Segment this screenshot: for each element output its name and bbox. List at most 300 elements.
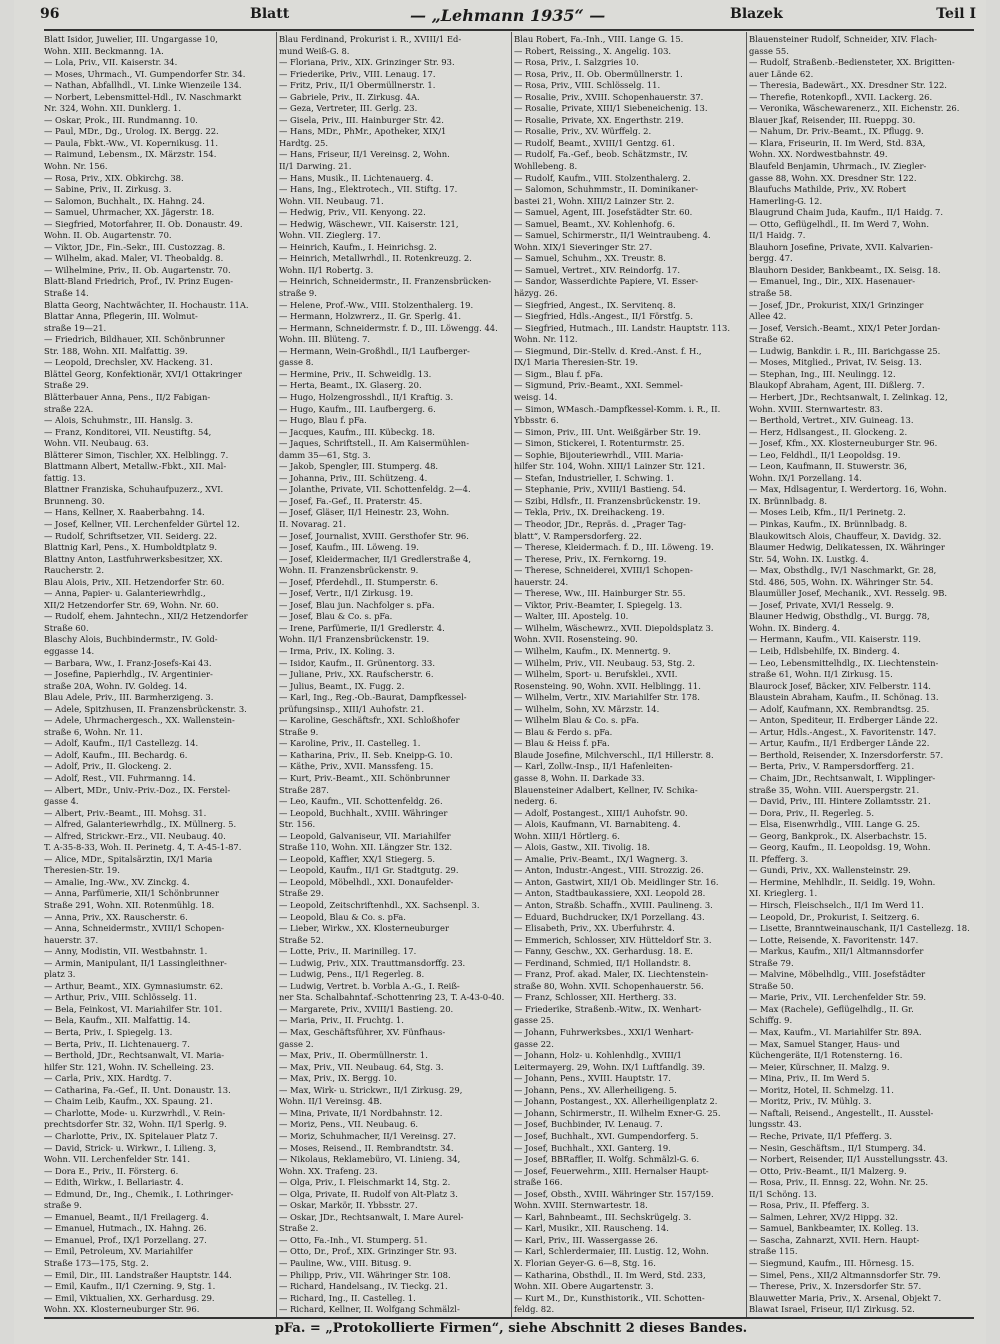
directory-entry: Blaufuchs Mathilde, Priv., XV. Robert <box>749 184 907 195</box>
directory-entry: — Leopold, Galvaniseur, VII. Mariahilfer <box>279 830 451 841</box>
directory-entry: prechtsdorfer Str. 32, Wohn. II/1 Sperlg. 9. <box>44 1119 227 1130</box>
directory-entry: — Alois, Kaufmann, VI. Barnabiteng. 4. <box>514 819 681 830</box>
directory-entry: II. Novarag. 21. <box>279 518 347 529</box>
directory-entry: straße 20A, Wohn. IV. Goldeg. 14. <box>44 680 188 691</box>
directory-entry: — Georg, Bankprok., IX. Alserbachstr. 15. <box>749 830 927 841</box>
directory-entry: mund Weiß-G. 8. <box>279 45 350 56</box>
directory-entry: — Hermann, Schneidermstr. f. D., III. Löwengg. 44. <box>279 322 498 333</box>
directory-entry: — Simon, Stickerei, I. Rotenturmstr. 25. <box>514 438 685 449</box>
directory-entry: — Berta, Priv., I. Spiegelg. 13. <box>44 1027 173 1038</box>
directory-entry: — Rosalie, Private, XX. Engerthstr. 219. <box>514 114 684 125</box>
directory-entry: — Therese, Schneiderei, XVIII/1 Schopen- <box>514 565 693 576</box>
directory-entry: — Lisette, Branntweinauschank, II/1 Castellezg. 18. <box>749 923 970 934</box>
directory-entry: — Richard, Handelsang., IV. Tieckg. 21. <box>279 1281 448 1292</box>
directory-entry: — Hermine, Priv., II. Schweidlg. 13. <box>279 368 432 379</box>
directory-entry: Blattnig Karl, Pens., X. Humboldtplatz 9. <box>44 542 217 553</box>
directory-entry: — Käthe, Priv., XVII. Manssfeng. 15. <box>279 761 434 772</box>
directory-entry: — Salomon, Schuhmmstr., II. Dominikaner- <box>514 184 699 195</box>
directory-entry: — Ludwig, Pens., II/1 Regerleg. 8. <box>279 969 425 980</box>
directory-entry: — Emanuel, Ing., Dir., XIX. Hasenauer- <box>749 276 916 287</box>
directory-entry: XI. Krieglerg. 1. <box>749 888 818 899</box>
directory-entry: — Ferdinand, Schmied, II/1 Hollandstr. 8. <box>514 957 691 968</box>
directory-entry: — Leon, Kaufmann, II. Stuwerstr. 36, <box>749 461 908 472</box>
directory-entry: Hardtg. 25. <box>279 137 329 148</box>
header-title: — „Lehmann 1935“ — <box>410 6 606 25</box>
directory-entry: — Friederike, Priv., VIII. Lenaug. 17. <box>279 68 436 79</box>
directory-entry: — Rosa, Priv., II. Ob. Obermüllnerstr. 1. <box>514 68 683 79</box>
directory-entry: — Leopold, Dr., Prokurist, I. Seitzerg. 6. <box>749 911 920 922</box>
directory-entry: — Siegfried, Motorfahrer, II. Ob. Donaustr. 49. <box>44 218 243 229</box>
directory-column-1 <box>44 34 273 1316</box>
directory-entry: — Rudolf, Beamt., XVIII/1 Gentzg. 61. <box>514 137 675 148</box>
directory-entry: — Wilhelm, Wäschewrz., XVII. Diepoldsplatz 3. <box>514 622 714 633</box>
directory-entry: Ybbsstr. 6. <box>514 415 559 426</box>
directory-entry: — Nikolaus, Reklamebüro, VI. Linieng. 34, <box>279 1154 461 1165</box>
directory-entry: — Josef, Blau & Co. s. pFa. <box>279 611 393 622</box>
directory-entry: — Leopold, Zeitschriftenhdl., XX. Sachsenpl. 3. <box>279 900 480 911</box>
directory-entry: Blatt-Bland Friedrich, Prof., IV. Prinz Eugen- <box>44 276 234 287</box>
directory-column-2 <box>279 34 508 1316</box>
directory-entry: — Moses Leib, Kfm., II/1 Perinetg. 2. <box>749 507 906 518</box>
directory-entry: — David, Strick- u. Wirkwr., I. Lilieng. 3, <box>44 1142 217 1153</box>
directory-entry: Wohn. XX. Trafeng. 23. <box>279 1165 378 1176</box>
directory-entry: — Wilhelm, Sport- u. Berufsklei., XVII. <box>514 669 678 680</box>
directory-entry: Blaukopf Abraham, Agent, III. Dißlerg. 7. <box>749 380 925 391</box>
directory-entry: — Theresia, Badewärt., XX. Dresdner Str. 122. <box>749 80 947 91</box>
directory-entry: Küchengeräte, II/1 Rotensterng. 16. <box>749 1050 903 1061</box>
directory-entry: Straße 110, Wohn. XII. Längzer Str. 132. <box>279 842 453 853</box>
directory-entry: — Sigmund, Priv.-Beamt., XXI. Semmel- <box>514 380 683 391</box>
directory-entry: — Chaim, JDr., Rechtsanwalt, I. Wipplinger- <box>749 773 936 783</box>
directory-entry: — Meier, Kürschner, II. Malzg. 9. <box>749 1061 890 1072</box>
directory-entry: — Samuel, Agent, III. Josefstädter Str. 60. <box>514 207 693 218</box>
directory-entry: — Ludwig, Priv., XIX. Trauttmansdorffg. 23. <box>279 957 466 968</box>
directory-entry: — Alfred, Strickwr.-Erz., VII. Neubaug. 40. <box>44 830 226 841</box>
directory-entry: Blau Adele, Priv., III. Barmherzigeng. 3. <box>44 692 214 703</box>
directory-entry: — Arthur, Beamt., XIX. Gymnasiumstr. 62. <box>44 980 224 991</box>
directory-entry: — Therese, Ww., III. Hainburger Str. 55. <box>514 588 686 599</box>
directory-entry: Blattmann Albert, Metallw.-Fbkt., XII. Mal- <box>44 461 227 472</box>
directory-entry: Wohn. II/1 Vereinsg. 4B. <box>279 1096 383 1107</box>
page-number: 96 <box>40 6 60 22</box>
directory-entry: Nr. 324, Wohn. XII. Dunklerg. 1. <box>44 103 182 114</box>
directory-entry: — Kurt M., Dr., Kunsthistorik., VII. Schotten- <box>514 1292 705 1303</box>
directory-entry: nederg. 6. <box>514 796 558 807</box>
directory-entry: Wohn. XIII. Beckmanng. 1A. <box>44 45 164 56</box>
directory-entry: Raucherstr. 2. <box>44 565 104 576</box>
directory-entry: — Robert, Reissing., X. Angelig. 103. <box>514 45 672 56</box>
directory-entry: — Anna, Papier- u. Galanteriewrhdlg., <box>44 588 206 599</box>
directory-entry: — Sophie, Bijouteriewrhdl., VIII. Maria- <box>514 449 684 460</box>
directory-entry: — Nesin, Geschäftsm., II/1 Stumperg. 34. <box>749 1142 926 1153</box>
directory-entry: — Josef, Buchhalt., XXI. Ganterg. 19. <box>514 1142 671 1153</box>
directory-entry: — Otto, Geflügelhdl., II. Im Werd 7, Wohn. <box>749 218 929 229</box>
directory-entry: Straße 14. <box>44 288 89 299</box>
directory-entry: — Leopold, Kaffier, XX/1 Stiegerg. 5. <box>279 853 436 864</box>
directory-columns <box>44 34 978 1316</box>
directory-entry: — Heinrich, Metallwrhdl., II. Rotenkreuzg. 2. <box>279 253 472 264</box>
directory-entry: Str. 54, Wohn. IX. Lustkg. 4. <box>749 553 869 564</box>
directory-entry: Blätterer Simon, Tischler, XX. Helblingg. 7. <box>44 449 229 460</box>
directory-entry: Blauhorn Desider, Bankbeamt., IX. Seisg. 18. <box>749 264 941 275</box>
directory-entry: — Friedrich, Bildhauer, XII. Schönbrunner <box>44 334 225 345</box>
directory-entry: — Moses, Reisend., II. Rembrandtstr. 34. <box>279 1142 454 1153</box>
directory-entry: gasse 2. <box>279 1038 314 1049</box>
directory-entry: — Josef, Versich.-Beamt., XIX/1 Peter Jordan- <box>749 322 941 333</box>
directory-entry: — Leopold, Kaufm., II/1 Gr. Stadtgutg. 29. <box>279 865 459 876</box>
directory-entry: auer Lände 62. <box>749 68 814 79</box>
directory-entry: — Ludwig, Vertret. b. Vorbla A.-G., I. Reiß- <box>279 980 460 991</box>
directory-entry: — Bela, Kaufm., XII. Malfattig. 14. <box>44 1015 191 1026</box>
directory-entry: — Emanuel, Beamt., II/1 Freilagerg. 4. <box>44 1211 209 1222</box>
directory-entry: — Johann, Pens., XVIII. Hauptstr. 17. <box>514 1073 671 1084</box>
directory-entry: Wohn. II/1 Robertg. 3. <box>279 264 374 275</box>
directory-entry: — Max, Priv., VII. Neubaug. 64, Stg. 3. <box>279 1061 444 1072</box>
directory-entry: — Albert, Priv.-Beamt., III. Mohsg. 31. <box>44 807 207 818</box>
header-rule <box>44 29 974 31</box>
directory-entry: — Hans, Friseur, II/1 Vereinsg. 2, Wohn. <box>279 149 450 160</box>
directory-entry: — Margarete, Priv., XVIII/1 Bastieng. 20. <box>279 1003 454 1014</box>
directory-entry: — Irma, Priv., IX. Koling. 3. <box>279 645 395 656</box>
directory-entry: — Otto, Dr., Prof., XIX. Grinzinger Str. 93. <box>279 1246 457 1257</box>
directory-entry: — Catharina, Fa.-Gef., II. Unt. Donaustr. 13. <box>44 1084 231 1095</box>
directory-entry: Wohn. XVIII. Sternwartestr. 18. <box>514 1200 648 1211</box>
directory-entry: — Max, Samuel Stanger, Haus- und <box>749 1038 900 1049</box>
directory-entry: — Emmerich, Schlosser, XIV. Hütteldorf Str. 3. <box>514 934 712 945</box>
directory-entry: — Berthold, Vertret., XIV. Guineag. 13. <box>749 415 914 426</box>
directory-entry: — Richard, Kellner, II. Wolfgang Schmälzl- <box>279 1304 460 1315</box>
header-left-keyword: Blatt <box>250 6 290 22</box>
directory-entry: — Hugo, Kaufm., III. Laufbergerg. 6. <box>279 403 436 414</box>
directory-entry: — Johanna, Priv., III. Schützeng. 4. <box>279 472 428 483</box>
directory-entry: Theresien-Str. 19. <box>44 865 120 876</box>
directory-entry: prüfungsinsp., XIII/1 Auhofstr. 21. <box>279 703 425 714</box>
directory-entry: X. Florian Geyer-G. 6—8, Stg. 16. <box>514 1257 656 1268</box>
directory-entry: — Emanuel, Hutmach., IX. Hahng. 26. <box>44 1223 207 1234</box>
directory-entry: — Emil, Kaufm., II/1 Czerning. 9, Stg. 1. <box>44 1281 216 1292</box>
directory-entry: — Hans, MDr., PhMr., Apotheker, XIX/1 <box>279 126 447 137</box>
directory-entry: — Wilhelm, Kaufm., IX. Mennertg. 9. <box>514 645 671 656</box>
directory-entry: Blau Robert, Fa.-Inh., VIII. Lange G. 15. <box>514 34 684 44</box>
directory-entry: hauerstr. 24. <box>514 576 569 587</box>
directory-entry: — Max, Kaufm., VI. Mariahilfer Str. 89A. <box>749 1027 922 1038</box>
directory-entry: — Hermann, Holzwrerz., II. Gr. Sperlg. 41. <box>279 311 462 322</box>
directory-entry: — Siegfried, Hdls.-Angest., II/1 Förstfg. 5. <box>514 311 694 322</box>
directory-entry: hilfer Str. 104, Wohn. XIII/1 Lainzer Str. 121. <box>514 461 706 472</box>
directory-entry: — Bela, Feinkost, VI. Mariahilfer Str. 101. <box>44 1003 223 1014</box>
directory-entry: Straße 50. <box>749 980 794 991</box>
directory-entry: — Rosalie, Private, XIII/1 Siebeneichenig. 13. <box>514 103 708 114</box>
directory-column-4 <box>749 34 978 1316</box>
directory-entry: — Mina, Priv., II. Im Werd 5. <box>749 1073 870 1084</box>
directory-entry: — Pauline, Ww., VIII. Bitusg. 9. <box>279 1257 412 1268</box>
directory-entry: weisg. 14. <box>514 391 558 402</box>
directory-entry: häzyg. 26. <box>514 288 558 299</box>
directory-entry: — Johann, Postangest., XX. Allerheiligenplatz 2. <box>514 1096 718 1107</box>
directory-entry: — Franz, Konditorei, VII. Neustiftg. 54, <box>44 426 212 437</box>
directory-entry: — Anny, Modistin, VII. Westbahnstr. 1. <box>44 946 208 957</box>
directory-entry: — Simon, WMasch.-Dampfkessel-Komm. i. R., II. <box>514 403 721 414</box>
directory-entry: — Charlotte, Priv., IX. Spitelauer Platz 7. <box>44 1130 218 1141</box>
directory-entry: II/1 Haidg. 7. <box>749 230 806 241</box>
directory-entry: — Lola, Priv., VII. Kaiserstr. 34. <box>44 57 178 68</box>
directory-entry: straße 80, Wohn. XVII. Schopenhauerstr. 56. <box>514 980 704 991</box>
directory-entry: — Adolf, Postangest., XIII/1 Auhofstr. 90. <box>514 807 688 818</box>
directory-entry: hilfer Str. 121, Wohn. IV. Schelleing. 23. <box>44 1061 214 1072</box>
directory-entry: — Olga, Private, II. Rudolf von Alt-Platz 3. <box>279 1188 458 1199</box>
directory-entry: — Samuel, Vertret., XIV. Reindorfg. 17. <box>514 264 680 275</box>
directory-entry: Wohn. XIII/1 Hörtlerg. 6. <box>514 830 620 841</box>
directory-entry: — Hugo, Blau f. pFa. <box>279 415 367 426</box>
directory-entry: — Anton, Gastwirt, XII/1 Ob. Meidlinger Str. 16. <box>514 876 719 887</box>
directory-entry: — Emil, Petroleum, XV. Mariahilfer <box>44 1246 193 1257</box>
directory-entry: — Herz, Hdlsangest., II. Glockeng. 2. <box>749 426 908 437</box>
directory-entry: — Josef, Private, XVI/1 Resselg. 9. <box>749 599 894 610</box>
directory-entry: gasse 8. <box>279 357 314 368</box>
directory-entry: — Alice, MDr., Spitalsärztin, IX/1 Maria <box>44 853 213 864</box>
directory-entry: damm 35—61, Stg. 3. <box>279 449 371 460</box>
directory-entry: Blauensteiner Adalbert, Kellner, IV. Schika- <box>514 784 698 795</box>
directory-entry: — Samuel, Beamt., XV. Kohlenhofg. 6. <box>514 218 676 229</box>
directory-entry: — Anton, Stadtbaukassiere, XXI. Leopold 28. <box>514 888 706 899</box>
directory-entry: Hamerling-G. 12. <box>749 195 823 206</box>
directory-entry: — Alfred, Galanteriewrhdlg., IX. Müllnerg. 5. <box>44 819 237 830</box>
directory-entry: — Isidor, Kaufm., II. Grünentorg. 33. <box>279 657 435 668</box>
directory-entry: — Oskar, Markör, II. Ybbsstr. 27. <box>279 1200 418 1211</box>
directory-entry: Str. 156. <box>279 819 316 830</box>
directory-entry: — Adolf, Kaufm., II/1 Castellezg. 14. <box>44 738 199 749</box>
directory-entry: blatt“, V. Rampersdorferg. 22. <box>514 530 642 541</box>
directory-entry: — Moses, Uhrmach., VI. Gumpendorfer Str. 34. <box>44 68 246 79</box>
directory-entry: — Oskar, Prok., III. Rundmanng. 10. <box>44 114 198 125</box>
directory-entry: — Artur, Hdls.-Angest., X. Favoritenstr. 147. <box>749 726 937 737</box>
directory-entry: — Gundi, Priv., XX. Wallensteinstr. 29. <box>749 865 911 876</box>
directory-entry: Straße 291, Wohn. XII. Rotenmühlg. 18. <box>44 900 215 911</box>
directory-entry: — Otto, Priv.-Beamt., II/1 Malzerg. 9. <box>749 1165 907 1176</box>
directory-entry: — Norbert, Lebensmittel-Hdl., IV. Naschmarkt <box>44 91 242 102</box>
directory-entry: — Anna, Priv., XX. Rauscherstr. 6. <box>44 911 188 922</box>
directory-entry: — Leopold, Drechsler, XV. Hackeng. 31. <box>44 357 213 368</box>
directory-entry: — Therefie, Rotenkopfl., XVII. Lackerg. 26. <box>749 91 933 102</box>
directory-entry: — Moritz, Priv., IV. Mühlg. 3. <box>749 1096 872 1107</box>
directory-entry: — Josef, Kaufm., III. Löweng. 19. <box>279 542 419 553</box>
directory-entry: Wohn. XVII. Rosensteing. 90. <box>514 634 638 645</box>
directory-entry: Blau Ferdinand, Prokurist i. R., XVIII/1 Ed- <box>279 34 462 44</box>
directory-entry: Wohn. II. Franzensbrückenstr. 9. <box>279 565 419 576</box>
directory-entry: — Johann, Schirmerstr., II. Wilhelm Exner-G. 25. <box>514 1107 721 1118</box>
directory-entry: — Wilhelm, Sohn, XV. Märzstr. 14. <box>514 703 660 714</box>
directory-entry: — Wilhelm, Priv., VII. Neubaug. 53, Stg. 2. <box>514 657 696 668</box>
directory-entry: — Berta, Priv., V. Rampersdorfferg. 21. <box>749 761 915 772</box>
directory-entry: — Emil, Viktualien, XX. Gerhardusg. 29. <box>44 1292 215 1303</box>
directory-entry: Wohn. III. Blüteng. 7. <box>279 334 371 345</box>
directory-entry: feldg. 82. <box>514 1304 555 1315</box>
directory-entry: — Salomon, Buchhalt., IX. Hahng. 24. <box>44 195 205 206</box>
directory-entry: Wohn. IX. Binderg. 4. <box>749 622 841 633</box>
directory-entry: — Josef, Blau jun. Nachfolger s. pFa. <box>279 599 435 610</box>
directory-entry: — Chaim Leib, Kaufm., XX. Spaung. 21. <box>44 1096 213 1107</box>
directory-entry: — Richard, Ing., II. Castelleg. 1. <box>279 1292 416 1303</box>
directory-entry: — Adolf, Priv., II. Glockeng. 2. <box>44 761 172 772</box>
directory-entry: — Emanuel, Prof., IX/1 Porzellang. 27. <box>44 1234 207 1245</box>
directory-entry: — Berthold, JDr., Rechtsanwalt, VI. Maria- <box>44 1050 225 1061</box>
directory-entry: — Kurt, Priv.-Beamt., XII. Schönbrunner <box>279 773 450 783</box>
directory-entry: — Hugo, Holzengrosshdl., II/1 Kraftig. 3. <box>279 391 454 402</box>
directory-entry: — Max, Priv., II. Obermüllnerstr. 1. <box>279 1050 428 1061</box>
directory-entry: — Moriz, Pens., VII. Neubaug. 6. <box>279 1119 419 1130</box>
directory-entry: II/1 Darwing. 21. <box>279 161 352 172</box>
directory-entry: — Olga, Priv., I. Fleischmarkt 14, Stg. 2. <box>279 1177 451 1188</box>
directory-entry: — Simel, Pens., XII/2 Altmannsdorfer Str. 79. <box>749 1269 941 1280</box>
directory-entry: — Leo, Kaufm., VII. Schottenfeldg. 26. <box>279 796 443 807</box>
directory-entry: — Hermann, Kaufm., VII. Kaiserstr. 119. <box>749 634 921 645</box>
directory-entry: — Gisela, Priv., III. Hainburger Str. 42. <box>279 114 444 125</box>
directory-entry: straße 19—21. <box>44 322 107 333</box>
directory-entry: — Hedwig, Wäschewr., VII. Kaiserstr. 121, <box>279 218 459 229</box>
directory-entry: lungsstr. 43. <box>749 1119 802 1130</box>
directory-entry: Wohn. VII. Lerchenfelder Str. 141. <box>44 1154 191 1165</box>
directory-entry: — Jakob, Spengler, III. Stumperg. 48. <box>279 461 439 472</box>
directory-entry: — Gabriele, Priv., II. Zirkusg. 4A. <box>279 91 420 102</box>
directory-entry: — Josef, Gläser, II/1 Heinestr. 23, Wohn. <box>279 507 450 518</box>
directory-entry: straße 6, Wohn. Nr. 11. <box>44 726 143 737</box>
directory-entry: Blauner Hedwig, Obsthdlg., VI. Burgg. 78, <box>749 611 930 622</box>
directory-entry: — Elisabeth, Priv., XX. Uberfuhrstr. 4. <box>514 923 675 934</box>
directory-entry: — Leib, Hdlsbehilfe, IX. Binderg. 4. <box>749 645 900 656</box>
directory-entry: Blaude Josefine, Milchverschl., II/1 Hillerstr. 8. <box>514 749 714 760</box>
directory-entry: — Simon, Priv., III. Unt. Weißgärber Str. 19. <box>514 426 701 437</box>
directory-entry: Blaugrund Chaim Juda, Kaufm., II/1 Haidg. 7. <box>749 207 944 218</box>
directory-entry: Wohn. XIX/1 Sieveringer Str. 27. <box>514 241 653 252</box>
directory-entry: — Samuel, Schuhm., XX. Treustr. 8. <box>514 253 666 264</box>
directory-entry: — Heinrich, Kaufm., I. Heinrichsg. 2. <box>279 241 437 252</box>
directory-entry: gasse 55. <box>749 45 789 56</box>
directory-entry: — Lotte, Reisende, X. Favoritenstr. 147. <box>749 934 919 945</box>
directory-entry: — Anna, Schneidermstr., XVIII/1 Schopen- <box>44 923 225 934</box>
directory-entry: Blatt Isidor, Juwelier, III. Ungargasse 10, <box>44 34 218 44</box>
directory-entry: gasse 4. <box>44 796 79 807</box>
directory-entry: Wohn. Nr. 156. <box>44 161 108 172</box>
directory-entry: — Dora, Priv., II. Regerleg. 5. <box>749 807 874 818</box>
directory-entry: — Markus, Kaufm., XII/1 Altmannsdorfer <box>749 946 924 957</box>
header-right-keyword: Blazek <box>730 6 783 22</box>
directory-entry: — Moses, Mitglied., Privat, IV. Seisg. 13. <box>749 357 922 368</box>
directory-entry: Wohn. Nr. 112. <box>514 334 578 345</box>
directory-entry: — Norbert, Reisender, II/1 Ausstellungsstr. 43. <box>749 1154 948 1165</box>
directory-entry: — Therese, Priv., IX. Fernkorng. 19. <box>514 553 667 564</box>
directory-entry: — Johann, Holz- u. Kohlenhdlg., XVIII/1 <box>514 1050 682 1061</box>
directory-entry: — Hermann, Wein-Großhdl., II/1 Laufberger- <box>279 345 470 356</box>
directory-entry: — Irene, Parfümerie, II/1 Gredlerstr. 4. <box>279 622 445 633</box>
directory-entry: — Moritz, Hotel, II. Schmelzg. 11. <box>749 1084 894 1095</box>
directory-entry: — Rosa, Priv., I. Salzgries 10. <box>514 57 639 68</box>
directory-entry: — Oskar, JDr., Rechtsanwalt, I. Mare Aurel- <box>279 1211 464 1222</box>
directory-entry: Blattar Anna, Pflegerin, III. Wolmut- <box>44 311 198 322</box>
directory-entry: — Adolf, Rest., VII. Fuhrmanng. 14. <box>44 773 196 783</box>
directory-entry: gasse 25. <box>514 1015 554 1026</box>
directory-entry: — Fanny, Geschw., XX. Gerhardusg. 18. E. <box>514 946 693 957</box>
directory-entry: — Eduard, Buchdrucker, IX/1 Porzellang. 43. <box>514 911 705 922</box>
directory-entry: Wohn. XVIII. Sternwartestr. 83. <box>749 403 883 414</box>
directory-entry: Wohn. XII. Obere Augartenstr. 3. <box>514 1281 654 1292</box>
directory-entry: — Therese, Kleidermach. f. D., III. Löweng. 19. <box>514 542 714 553</box>
directory-entry: fattig. 13. <box>44 472 86 483</box>
directory-entry: — Max, Obsthdlg., IV/1 Naschmarkt, Gr. 28, <box>749 565 937 576</box>
directory-entry: — Heinrich, Schneidermstr., II. Franzensbrücken- <box>279 276 492 287</box>
directory-entry: — Nathan, Abfallhdl., VI. Linke Wienzeile 134. <box>44 80 242 91</box>
directory-entry: — Walter, III. Apostelg. 10. <box>514 611 629 622</box>
directory-entry: — Josef, Buchhalt., XVI. Gumpendorferg. 5. <box>514 1130 699 1141</box>
directory-entry: Straße 29. <box>279 888 324 899</box>
directory-entry: — Theodor, JDr., Repräs. d. „Prager Tag- <box>514 518 686 529</box>
directory-entry: — Rosalie, Priv., XV. Würffelg. 2. <box>514 126 652 137</box>
directory-entry: — Anton, Industr.-Angest., VIII. Strozzig. 26. <box>514 865 704 876</box>
directory-column-3 <box>514 34 743 1316</box>
directory-entry: T. A-35-8-33, Woh. II. Perinetg. 4, T. A-45-1-87. <box>44 842 242 853</box>
directory-entry: — Max (Rachele), Geflügelhdlg., II. Gr. <box>749 1003 914 1014</box>
directory-entry: straße 58. <box>749 288 793 299</box>
footer-rule <box>44 1317 974 1319</box>
directory-entry: — Leopold, Möbelhdl., XXI. Donaufelder- <box>279 876 454 887</box>
directory-entry: — Paul, MDr., Dg., Urolog. IX. Bergg. 22. <box>44 126 219 137</box>
directory-entry: — Samuel, Uhrmacher, XX. Jägerstr. 18. <box>44 207 215 218</box>
directory-entry: — Samuel, Schirmerstr., II/1 Weintraubeng. 4. <box>514 230 711 241</box>
directory-entry: — Geza, Vertreter, III. Gerlg. 23. <box>279 103 418 114</box>
directory-entry: — Herbert, JDr., Rechtsanwalt, I. Zelinkag. 12, <box>749 391 948 402</box>
directory-entry: Straße 29. <box>44 380 89 391</box>
header-part-label: Teil I <box>936 6 976 22</box>
directory-entry: Blaurock Josef, Bäcker, XIV. Felberstr. 114. <box>749 680 931 691</box>
directory-entry: — Johann, Pens., XV. Allerheiligeng. 5. <box>514 1084 677 1095</box>
directory-entry: IX. Brünnlbadg. 8. <box>749 495 828 506</box>
directory-entry: — Blau & Ferdo s. pFa. <box>514 726 613 737</box>
directory-entry: — Moriz, Schuhmacher, II/1 Vereinsg. 27. <box>279 1130 457 1141</box>
directory-entry: Wohllebeng. 8. <box>514 161 578 172</box>
directory-entry: straße 115. <box>749 1246 798 1257</box>
directory-entry: — Karoline, Priv., II. Castelleg. 1. <box>279 738 421 749</box>
directory-entry: straße 22A. <box>44 403 94 414</box>
directory-entry: — Rosalie, Priv., XVIII. Schopenhauerstr. 37. <box>514 91 704 102</box>
directory-entry: — Juliane, Priv., XX. Raufscherstr. 6. <box>279 669 434 680</box>
directory-entry: IX/1 Maria Theresien-Str. 19. <box>514 357 638 368</box>
directory-entry: — Leo, Lebensmittelhdlg., IX. Liechtenstein- <box>749 657 939 668</box>
directory-entry: — Viktor, JDr., Fin.-Sekr., III. Custozzag. 8. <box>44 241 226 252</box>
directory-entry: — Karl, Schlerdermaier, III. Lustig. 12, Wohn. <box>514 1246 709 1257</box>
directory-entry: — Karoline, Geschäftsfr., XXI. Schloßhofer <box>279 715 460 726</box>
directory-entry: — Salmen, Lehrer, XV/2 Hippg. 32. <box>749 1211 898 1222</box>
directory-entry: — Adele, Spitzhusen, II. Franzensbrückenstr. 3. <box>44 703 247 714</box>
directory-entry: — Tekla, Priv., IX. Dreihackeng. 19. <box>514 507 665 518</box>
directory-entry: — Artur, Kaufm., II/1 Erdberger Lände 22. <box>749 738 930 749</box>
directory-entry: Blaukowitsch Alois, Chauffeur, X. Davidg. 32. <box>749 530 942 541</box>
directory-entry: — Karl, Ing., Reg.-Ob.-Baurat, Dampfkessel- <box>279 692 467 703</box>
directory-entry: — Ludwig, Bankdir. i. R., III. Barichgasse 25. <box>749 345 941 356</box>
directory-entry: Leitermayerg. 29, Wohn. IX/1 Luftfandlg. 39. <box>514 1061 706 1072</box>
directory-entry: eggasse 14. <box>44 645 95 656</box>
directory-entry: — Max, Priv., IX. Bergg. 10. <box>279 1073 397 1084</box>
directory-entry: — Dora E., Priv., II. Försterg. 6. <box>44 1165 179 1176</box>
directory-entry: — Amalie, Priv.-Beamt., IX/1 Wagnerg. 3. <box>514 853 688 864</box>
directory-entry: — Elsa, Eisenwrhdlg., VIII. Lange G. 25. <box>749 819 921 830</box>
directory-entry: — Adolf, Kaufm., III. Bechardg. 6. <box>44 749 188 760</box>
directory-entry: — Lieber, Wirkw., XX. Klosterneuburger <box>279 923 450 934</box>
directory-entry: straße 35, Wohn. VIII. Auerspergstr. 21. <box>749 784 920 795</box>
directory-entry: — Paula, Fbkt.-Ww., VI. Kopernikusg. 11. <box>44 137 219 148</box>
directory-entry: — Sandor, Wasserdichte Papiere, VI. Esser- <box>514 276 699 287</box>
directory-entry: — Georg, Kaufm., II. Leopoldsg. 19, Wohn. <box>749 842 931 853</box>
directory-entry: — Blau & Heiss f. pFa. <box>514 738 610 749</box>
directory-entry: ner Sta. Schalbahntaf.-Schottenring 23, T. A-43-0-40. <box>279 992 505 1003</box>
